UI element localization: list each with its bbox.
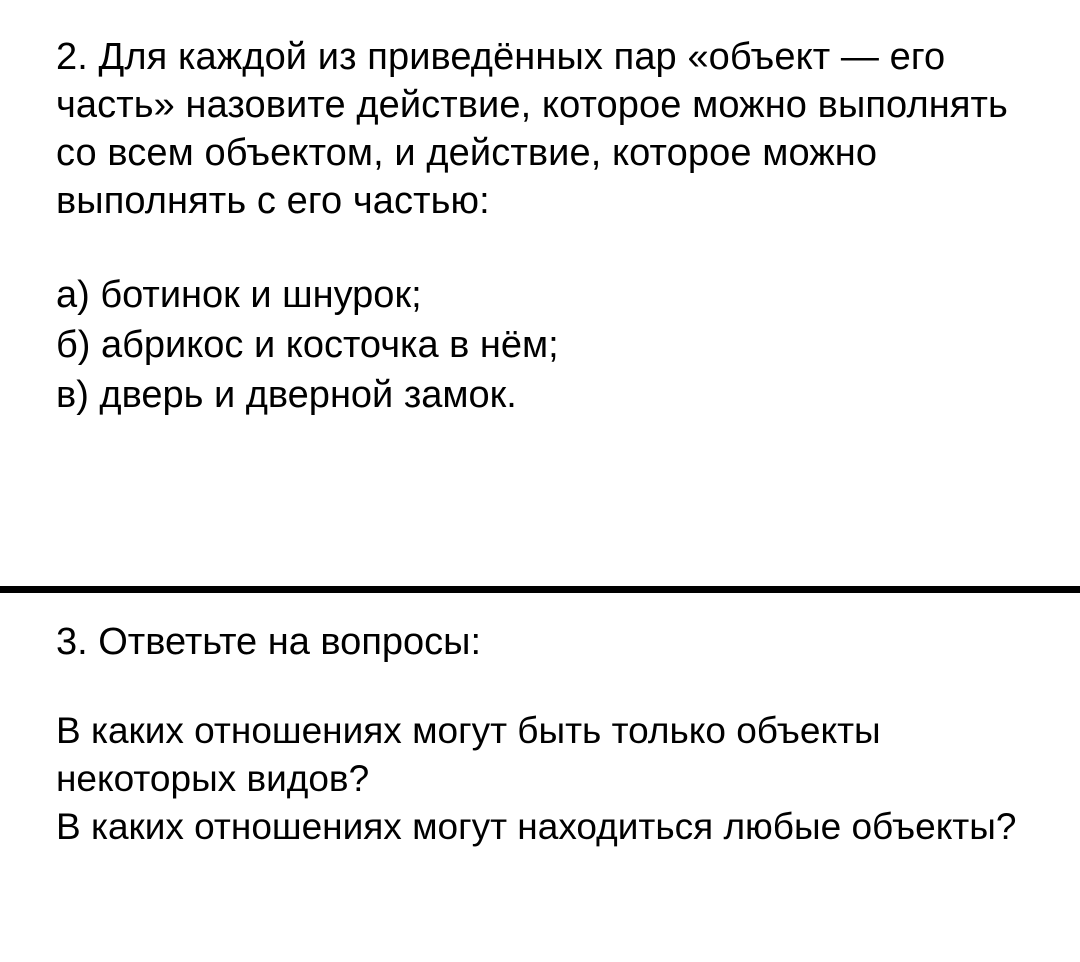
spacer	[56, 226, 1040, 270]
spacer	[56, 667, 1040, 707]
task-2-item-list	[56, 270, 1040, 420]
task-2-prompt: 2. Для каждой из приведённых пар «объект — его часть» назовите действие, которое можно выполнять со всем объектом, и действие, которое можно выполнять с его частью:	[56, 36, 1019, 222]
task-3-question-list	[56, 707, 1040, 851]
task-3-title: 3. Ответьте на вопросы:	[56, 621, 482, 663]
list-item: б) абрикос и косточка в нём;	[56, 323, 559, 366]
list-item: В каких отношениях могут быть только объекты некоторых видов?	[56, 709, 881, 799]
list-item: в) дверь и дверной замок.	[56, 373, 517, 416]
list-item: В каких отношениях могут находиться любые объекты?	[56, 806, 1017, 848]
list-item: а) ботинок и шнурок;	[56, 273, 422, 316]
slide-divider	[0, 586, 1080, 593]
slide-task-3	[0, 593, 1080, 962]
